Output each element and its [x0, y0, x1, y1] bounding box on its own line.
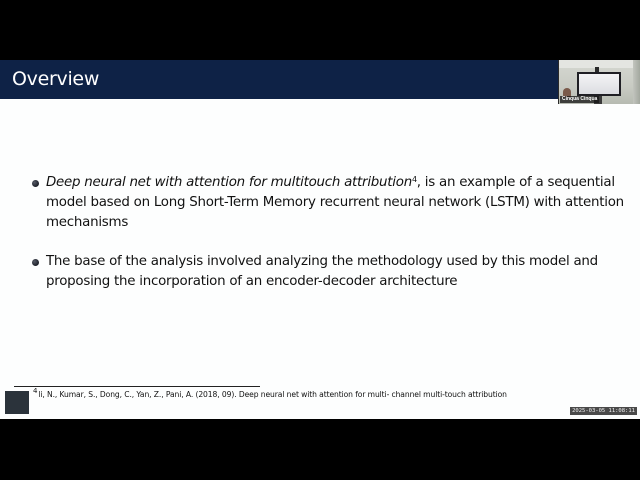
bullet-icon: [32, 259, 39, 266]
slide-title-bar: [0, 60, 640, 99]
webcam-ceiling: [559, 60, 640, 68]
paper-title-italic: [46, 175, 417, 190]
slide-nav-square[interactable]: [5, 391, 29, 414]
footnote: [33, 387, 507, 399]
slide-title: Overview: [12, 68, 100, 90]
slide-content: [30, 173, 625, 311]
webcam-wall: [633, 60, 640, 104]
italic-lead-text: Deep neural net with attention for multitouch attribution: [46, 175, 412, 190]
webcam-room-screen: [577, 72, 621, 96]
footnote-text: li, N., Kumar, S., Dong, C., Yan, Z., Pani, A. (2018, 09). Deep neural net with attention for multi- channel multi-touch attribution: [38, 390, 507, 399]
footnote-reference: 4: [411, 175, 417, 184]
participant-name-tag: Cinqua Cinqua: [562, 96, 598, 102]
webcam-thumbnail[interactable]: [558, 60, 640, 104]
bullet-text: The base of the analysis involved analyzing the methodology used by this model and proposing the incorporation of an encoder-decoder architecture: [46, 254, 598, 289]
recording-timestamp: 2025-03-05 11:08:11: [572, 408, 635, 414]
bullet-text: , is an example of a sequential model based on Long Short-Term Memory recurrent neural network (LSTM) with attention mechanisms: [46, 175, 624, 230]
presentation-slide: [0, 60, 640, 419]
bullet-item: [30, 252, 625, 292]
footnote-marker: 4: [33, 387, 38, 395]
footnote-divider: [14, 386, 260, 387]
bullet-item: [30, 173, 625, 233]
bullet-icon: [32, 180, 39, 187]
